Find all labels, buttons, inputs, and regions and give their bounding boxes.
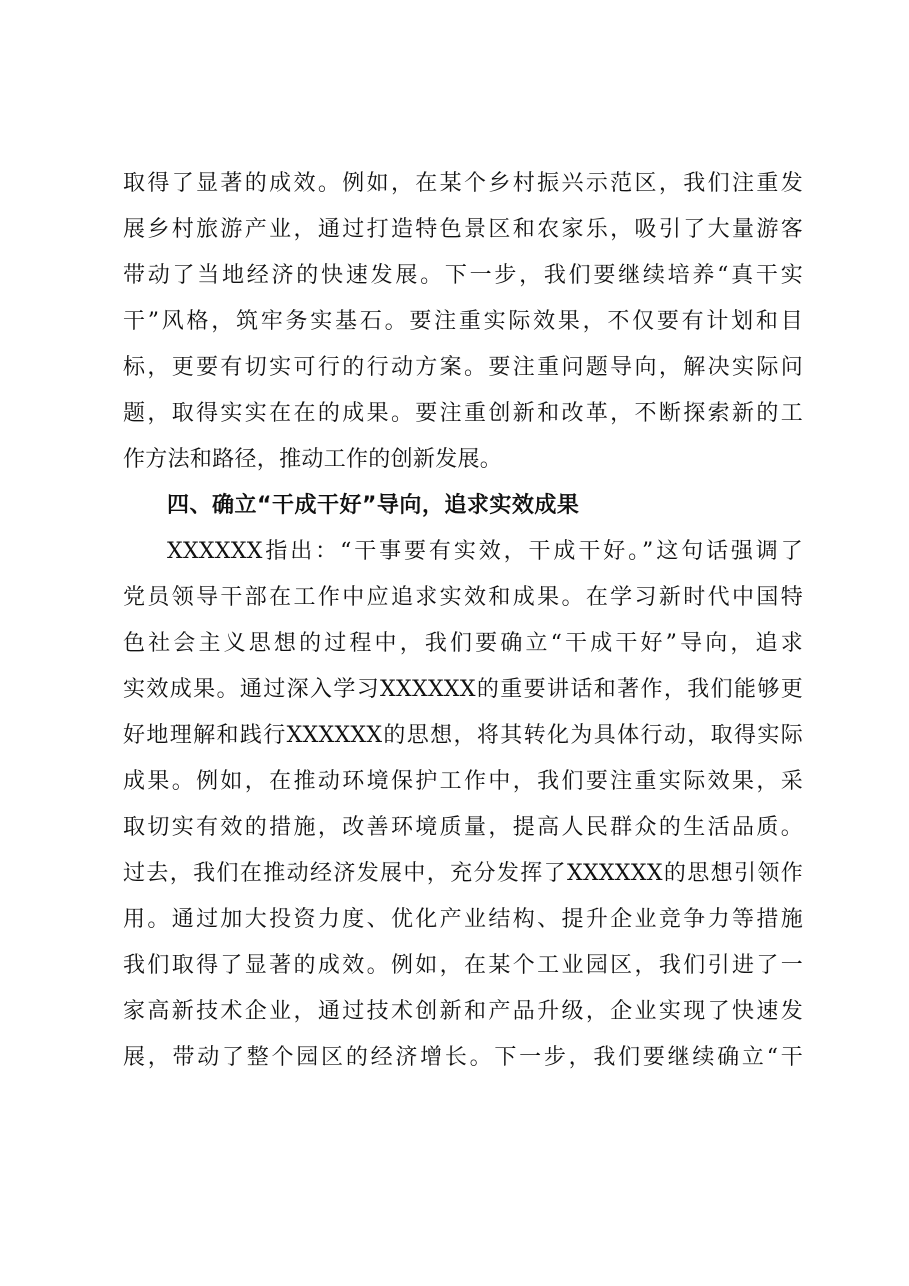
paragraph-line: 取切实有效的措施，改善环境质量，提高人民群众的生活品质。 xyxy=(123,815,803,840)
paragraph-line: 干”风格，筑牢务实基石。要注重实际效果，不仅要有计划和目 xyxy=(123,309,803,334)
paragraph-line: 我们取得了显著的成效。例如，在某个工业园区，我们引进了一 xyxy=(123,953,803,978)
paragraph-2 xyxy=(123,529,803,1081)
paragraph-line: 好地理解和践行XXXXXX的思想，将其转化为具体行动，取得实际 xyxy=(123,723,803,748)
paragraph-line: 家高新技术企业，通过技术创新和产品升级，企业实现了快速发 xyxy=(123,999,803,1024)
paragraph-line: 过去，我们在推动经济发展中，充分发挥了XXXXXX的思想引领作 xyxy=(123,861,803,886)
paragraph-line: 用。通过加大投资力度、优化产业结构、提升企业竞争力等措施 xyxy=(123,907,803,932)
paragraph-line: 作方法和路径，推动工作的创新发展。 xyxy=(123,447,503,472)
paragraph-line: 展，带动了整个园区的经济增长。下一步，我们要继续确立“干 xyxy=(123,1045,803,1070)
paragraph-line: 题，取得实实在在的成果。要注重创新和改革，不断探索新的工 xyxy=(123,401,803,426)
paragraph-line: 标，更要有切实可行的行动方案。要注重问题导向，解决实际问 xyxy=(123,355,803,380)
paragraph-line: 带动了当地经济的快速发展。下一步，我们要继续培养“真干实 xyxy=(123,263,803,288)
paragraph-line: 实效成果。通过深入学习XXXXXX的重要讲话和著作，我们能够更 xyxy=(123,677,803,702)
paragraph-line: 展乡村旅游产业，通过打造特色景区和农家乐，吸引了大量游客 xyxy=(123,217,803,242)
paragraph-line: 成果。例如，在推动环境保护工作中，我们要注重实际效果，采 xyxy=(123,769,803,794)
paragraph-line: XXXXXX指出：“干事要有实效，干成干好。”这句话强调了 xyxy=(167,539,803,564)
document-body xyxy=(123,161,803,1081)
paragraph-1 xyxy=(123,161,803,483)
section-heading: 四、确立“干成干好”导向，追求实效成果 xyxy=(167,493,580,518)
paragraph-line: 取得了显著的成效。例如，在某个乡村振兴示范区，我们注重发 xyxy=(123,171,803,196)
paragraph-line: 色社会主义思想的过程中，我们要确立“干成干好”导向，追求 xyxy=(123,631,803,656)
paragraph-line: 党员领导干部在工作中应追求实效和成果。在学习新时代中国特 xyxy=(123,585,803,610)
